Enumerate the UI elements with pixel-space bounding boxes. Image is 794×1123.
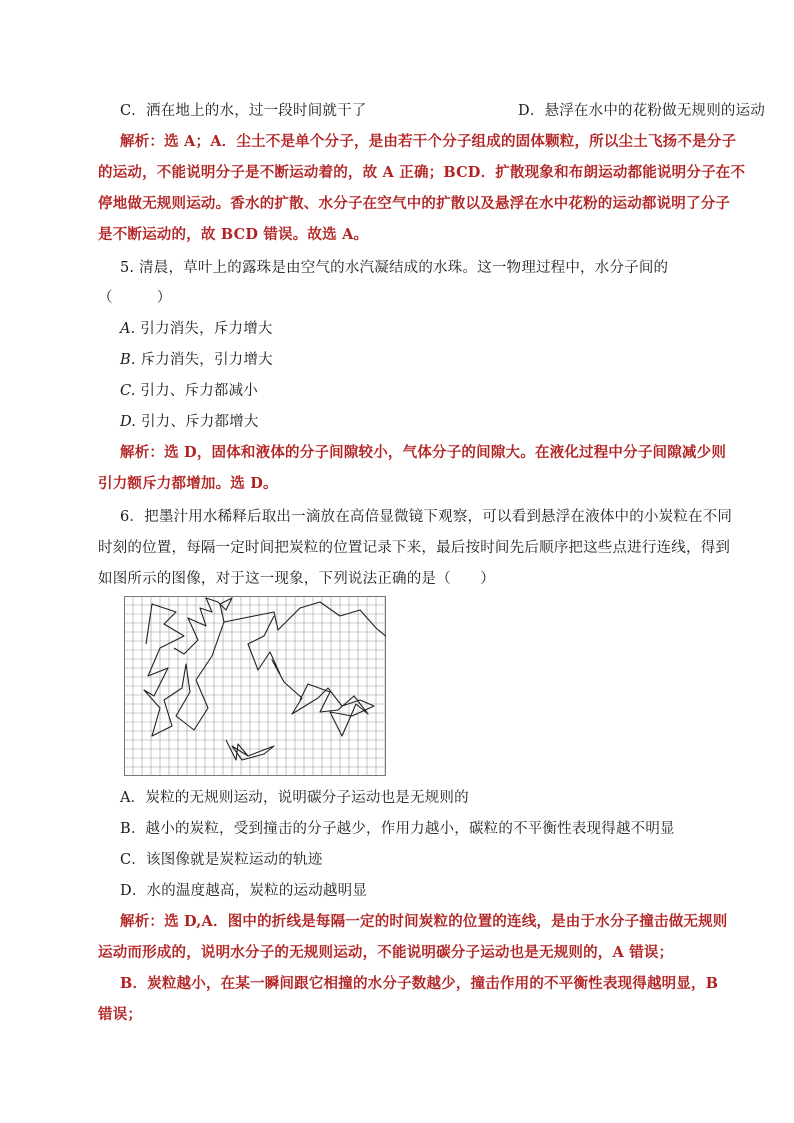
- q5-option-b: [120, 350, 730, 370]
- q6-option-c: C．该图像就是炭粒运动的轨迹: [120, 852, 323, 868]
- q4-option-c: C．洒在地上的水，过一段时间就干了: [120, 103, 367, 119]
- q5-option-a: [120, 319, 730, 339]
- q6-option-d: D．水的温度越高，炭粒的运动越明显: [120, 883, 368, 899]
- q5-option-c: [120, 381, 730, 401]
- q6-stem-line-2: 时刻的位置，每隔一定时间把炭粒的位置记录下来，最后按时间先后顺序把这些点进行连线，得到: [98, 540, 731, 556]
- q5-stem-line-2: （ ）: [98, 290, 172, 306]
- q5-option-d: [120, 412, 730, 432]
- q5-stem-line-1: 5. 清晨，草叶上的露珠是由空气的水汽凝结成的水珠。这一物理过程中，水分子间的: [120, 260, 669, 276]
- q6-option-b: B．越小的炭粒，受到撞击的分子越少，作用力越小，碳粒的不平衡性表现得越不明显: [120, 821, 675, 837]
- q4-analysis-line-1: 解析：选 A；A．尘土不是单个分子，是由若干个分子组成的固体颗粒，所以尘土飞扬不是分子: [120, 133, 737, 150]
- q5-analysis-line-1: 解析：选 D，固体和液体的分子间隙较小，气体分子的间隙大。在液化过程中分子间隙减少则: [120, 444, 727, 461]
- q5-option-d-text: 引力、斥力都增大: [140, 414, 259, 430]
- particle-path-2: [224, 602, 386, 638]
- q6-analysis-line-1: 解析：选 D,A．图中的折线是每隔一定的时间炭粒的位置的连线，是由于水分子撞击做无规则: [120, 913, 728, 930]
- q4-analysis-line-4: 是不断运动的，故 BCD 错误。故选 A。: [98, 226, 369, 243]
- q5-option-d-letter: D.: [120, 414, 137, 430]
- q6-analysis-line-2: 运动而形成的，说明水分子的无规则运动，不能说明碳分子运动也是无规则的，A 错误；: [98, 944, 674, 961]
- q5-option-c-letter: C.: [120, 383, 136, 399]
- q5-option-c-text: 引力、斥力都减小: [140, 383, 259, 399]
- brownian-motion-figure: [124, 596, 386, 776]
- q4-option-d: D．悬浮在水中的花粉做无规则的运动: [518, 103, 766, 119]
- q6-stem-line-1: 6．把墨汁用水稀释后取出一滴放在高倍显微镜下观察，可以看到悬浮在液体中的小炭粒在不同: [120, 509, 733, 525]
- q4-options-row: [120, 101, 766, 121]
- q5-option-b-text: 斥力消失，引力增大: [140, 352, 273, 368]
- figure-grid: [124, 596, 386, 776]
- q5-option-a-letter: A.: [120, 321, 136, 337]
- q6-analysis-line-4: 错误；: [98, 1006, 143, 1023]
- q6-analysis-line-3: B．炭粒越小，在某一瞬间跟它相撞的水分子数越少，撞击作用的不平衡性表现得越明显，B: [120, 975, 719, 992]
- particle-path-3: [248, 616, 374, 736]
- q5-option-b-letter: B.: [120, 352, 136, 368]
- q6-stem-line-3: 如图所示的图像，对于这一现象，下列说法正确的是（ ）: [98, 571, 495, 587]
- particle-path-1: [144, 598, 232, 736]
- q4-analysis-line-3: 停地做无规则运动。香水的扩散、水分子在空气中的扩散以及悬浮在水中花粉的运动都说明了分子: [98, 195, 731, 212]
- q5-option-a-text: 引力消失，斥力增大: [140, 321, 273, 337]
- q6-option-a: A．炭粒的无规则运动，说明碳分子运动也是无规则的: [120, 790, 469, 806]
- q5-analysis-line-2: 引力额斥力都增加。选 D。: [98, 475, 278, 492]
- q4-analysis-line-2: 的运动，不能说明分子是不断运动着的，故 A 正确；BCD．扩散现象和布朗运动都能说明分子在不: [98, 164, 746, 181]
